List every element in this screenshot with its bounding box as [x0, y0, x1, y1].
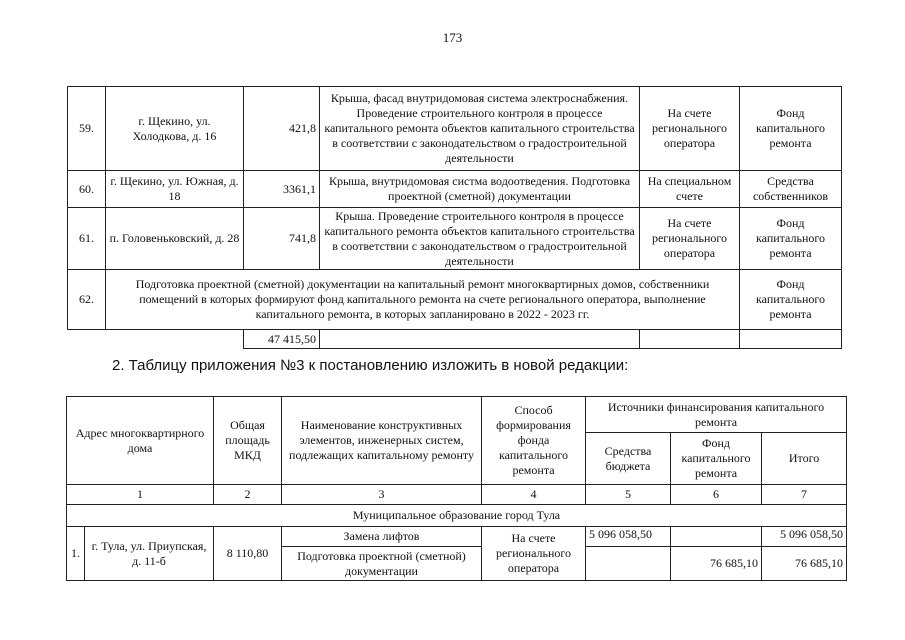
works-cell: Крыша, внутридомовая систма водоотведения. Подготовка проектной (сметной) документации — [320, 171, 640, 208]
table-row — [67, 527, 847, 547]
budget-cell: 5 096 058,50 — [586, 527, 671, 547]
column-number: 1 — [67, 485, 214, 505]
total-cell: 5 096 058,50 — [762, 527, 847, 547]
row-number: 61. — [68, 208, 106, 270]
header-area: Общая площадь МКД — [214, 397, 282, 485]
source-cell: Средства собственников — [740, 171, 842, 208]
row-number: 62. — [68, 270, 106, 330]
merged-works-cell: Подготовка проектной (сметной) документации на капитальный ремонт многоквартирных домов, собственники помещений в которых формируют фонд капитального ремонта на счете регионального оператора, выполнение капитального ремонта, в которых запланировано в 2022 - 2023 гг. — [106, 270, 740, 330]
appendix-3-table — [66, 396, 847, 581]
table-row — [68, 208, 842, 270]
row-number: 59. — [68, 87, 106, 171]
total-row — [68, 330, 842, 349]
area-cell: 8 110,80 — [214, 527, 282, 581]
source-cell: Фонд капитального ремонта — [740, 270, 842, 330]
column-number: 3 — [282, 485, 482, 505]
table-row — [68, 87, 842, 171]
works-cell: Крыша, фасад внутридомовая система электроснабжения. Проведение строительного контроля в процессе капитального ремонта объектов капитального строительства в соответствии с законодательством о градостроительной деятельности — [320, 87, 640, 171]
header-row — [67, 397, 847, 433]
total-area-cell: 47 415,50 — [244, 330, 320, 349]
table-row — [68, 270, 842, 330]
column-number: 6 — [671, 485, 762, 505]
row-number: 60. — [68, 171, 106, 208]
address-cell: г. Тула, ул. Приупская, д. 11-б — [85, 527, 214, 581]
address-cell: г. Щекино, ул. Холодкова, д. 16 — [106, 87, 244, 171]
work-name-cell: Замена лифтов — [282, 527, 482, 547]
municipality-row — [67, 505, 847, 527]
column-number: 2 — [214, 485, 282, 505]
column-number: 5 — [586, 485, 671, 505]
row-number: 1. — [67, 527, 85, 581]
section-caption: 2. Таблицу приложения №3 к постановлению изложить в новой редакции: — [112, 357, 629, 374]
method-cell: На счете регионального оператора — [640, 87, 740, 171]
fund-cell — [671, 527, 762, 547]
budget-cell — [586, 547, 671, 581]
column-number: 4 — [482, 485, 586, 505]
source-cell: Фонд капитального ремонта — [740, 87, 842, 171]
municipality-cell: Муниципальное образование город Тула — [67, 505, 847, 527]
method-cell: На счете регионального оператора — [482, 527, 586, 581]
total-cell: 76 685,10 — [762, 547, 847, 581]
header-budget: Средства бюджета — [586, 433, 671, 485]
header-address: Адрес многоквартирного дома — [67, 397, 214, 485]
header-total: Итого — [762, 433, 847, 485]
method-cell: На счете регионального оператора — [640, 208, 740, 270]
header-sources-group: Источники финансирования капитального ремонта — [586, 397, 847, 433]
work-name-cell: Подготовка проектной (сметной) документации — [282, 547, 482, 581]
fund-cell: 76 685,10 — [671, 547, 762, 581]
method-cell: На специальном счете — [640, 171, 740, 208]
column-number-row — [67, 485, 847, 505]
address-cell: г. Щекино, ул. Южная, д. 18 — [106, 171, 244, 208]
header-fund: Фонд капитального ремонта — [671, 433, 762, 485]
area-cell: 3361,1 — [244, 171, 320, 208]
header-method: Способ формирования фонда капитального ремонта — [482, 397, 586, 485]
works-table-continuation — [67, 86, 842, 349]
area-cell: 421,8 — [244, 87, 320, 171]
area-cell: 741,8 — [244, 208, 320, 270]
source-cell: Фонд капитального ремонта — [740, 208, 842, 270]
address-cell: п. Головеньковский, д. 28 — [106, 208, 244, 270]
page-number: 173 — [442, 30, 463, 45]
works-cell: Крыша. Проведение строительного контроля в процессе капитального ремонта объектов капитального строительства в соответствии с законодательством о градостроительной деятельности — [320, 208, 640, 270]
table-row — [68, 171, 842, 208]
column-number: 7 — [762, 485, 847, 505]
header-elements: Наименование конструктивных элементов, инженерных систем, подлежащих капитальному ремонту — [282, 397, 482, 485]
